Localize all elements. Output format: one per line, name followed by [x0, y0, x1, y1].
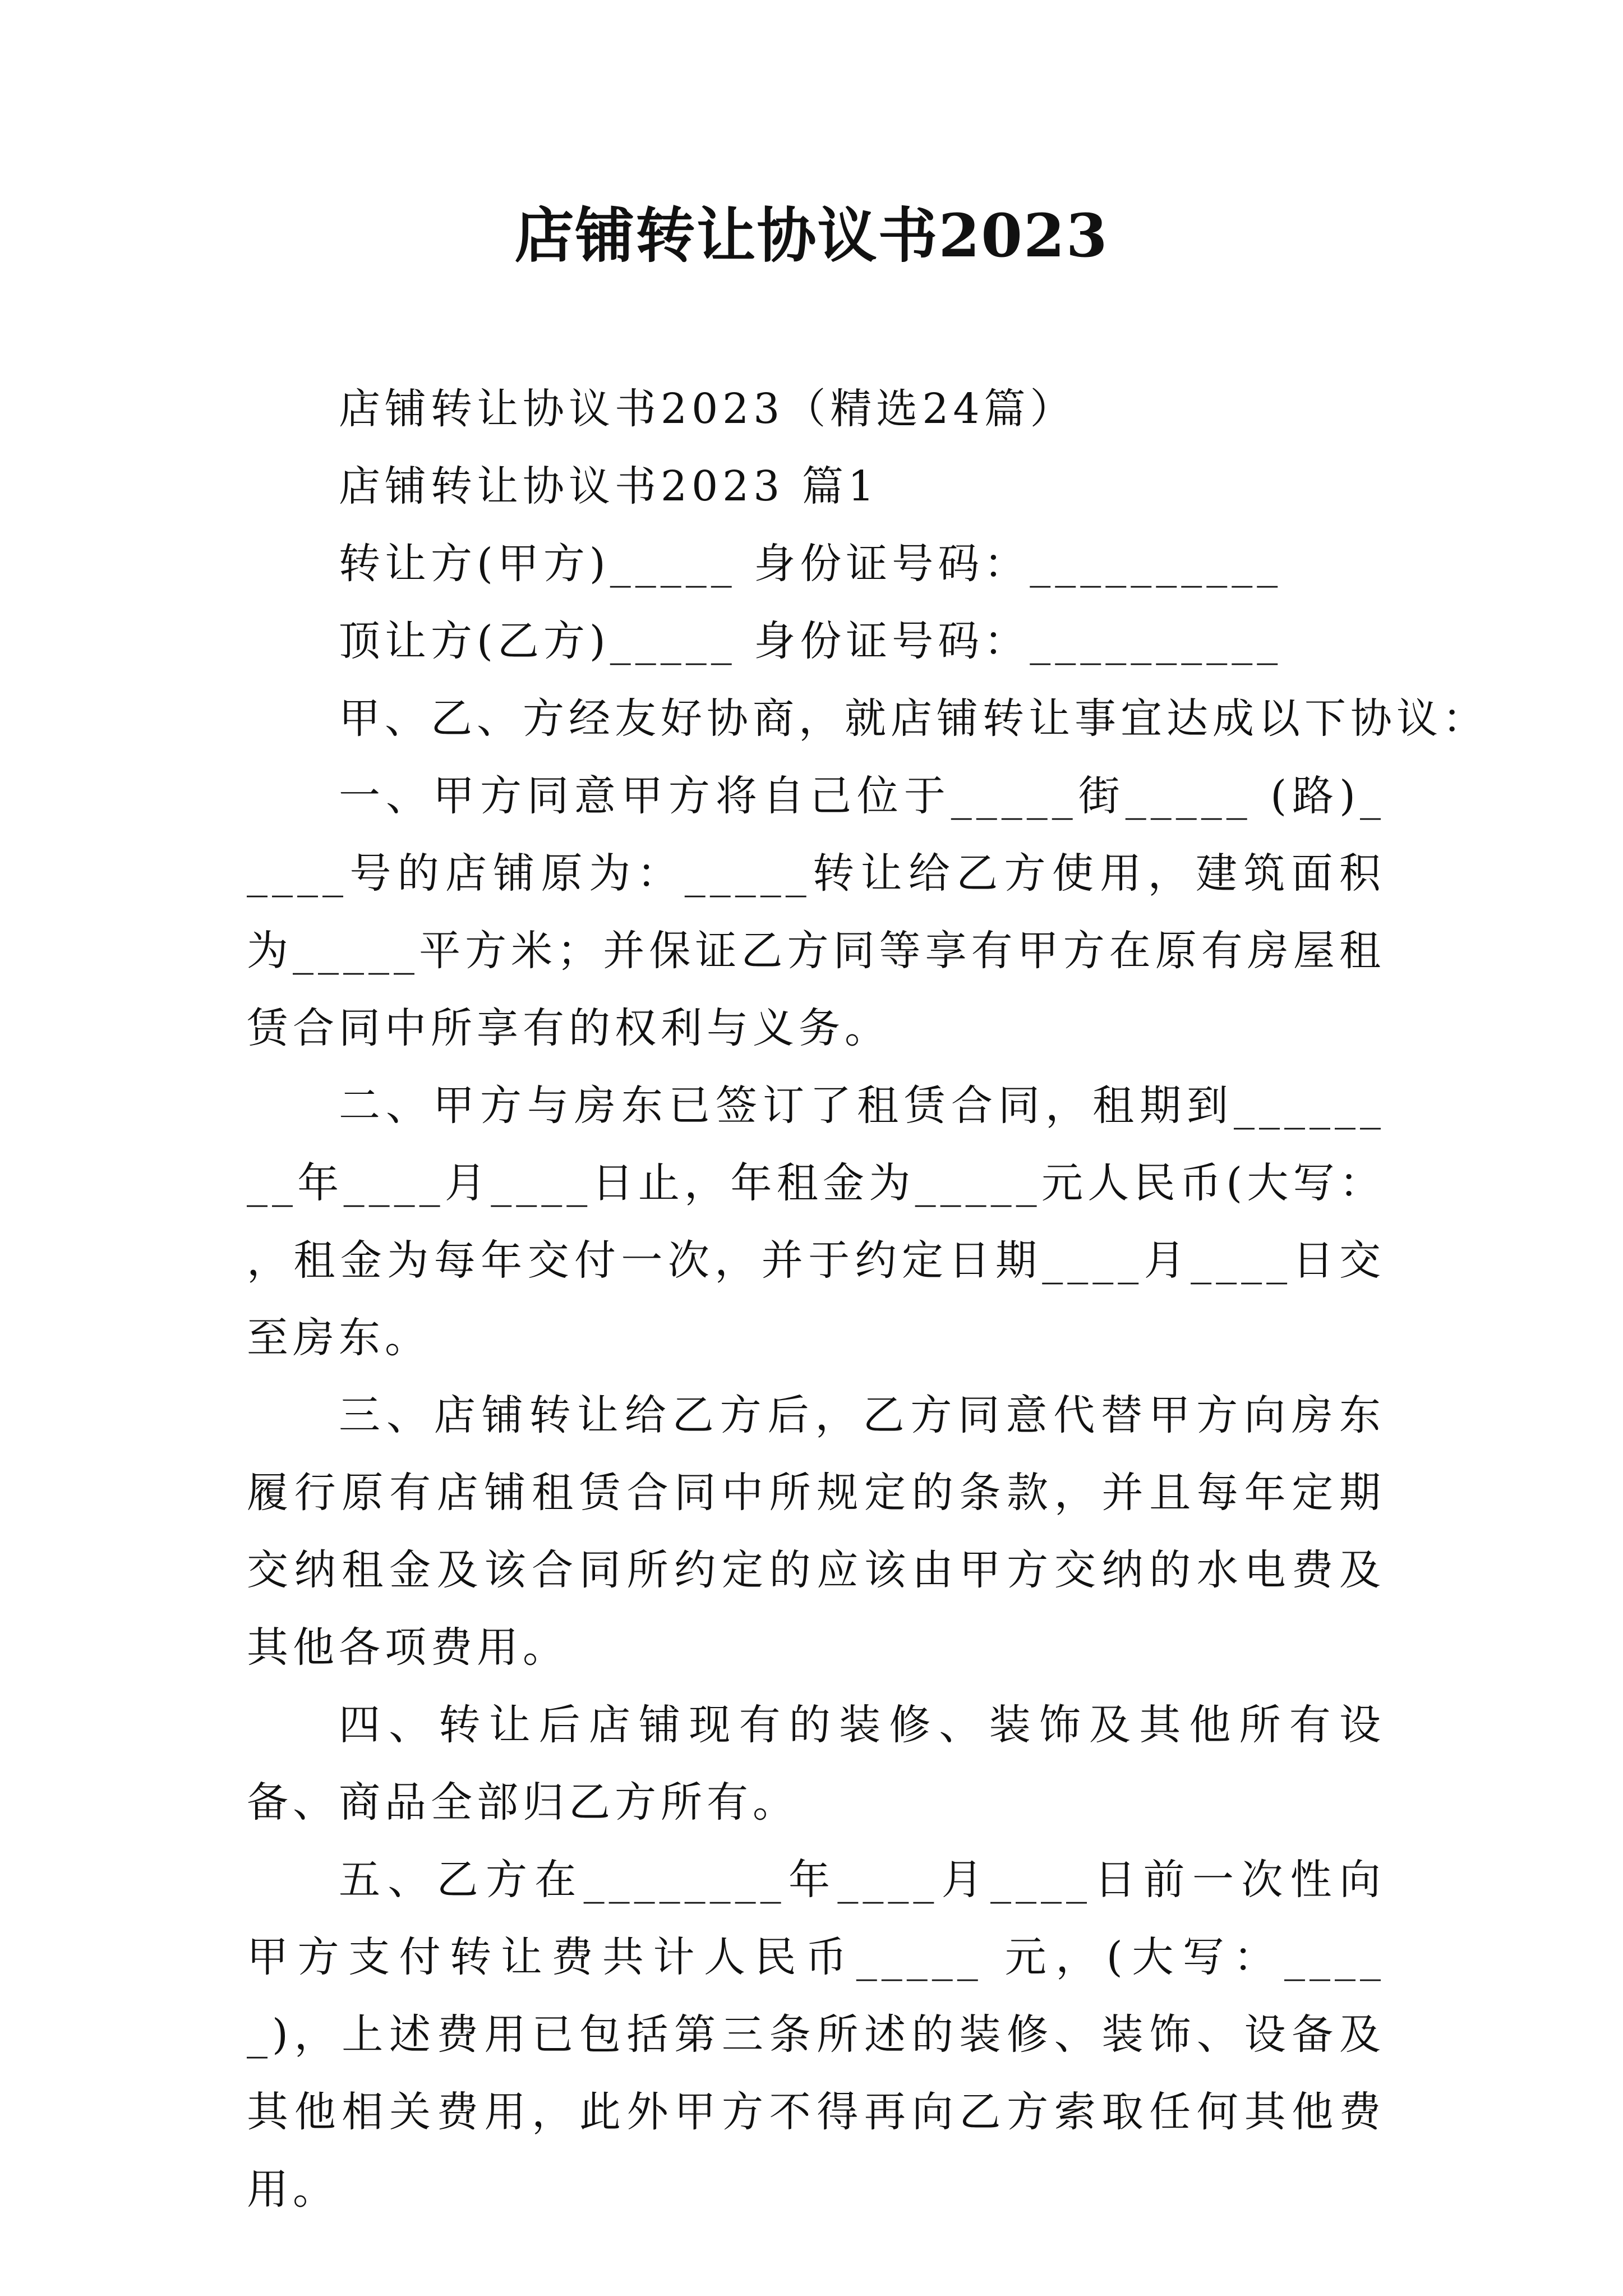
paragraph-section-heading: 店铺转让协议书2023 篇1 [339, 462, 879, 510]
paragraph-clause-2: 二、甲方与房东已签订了租赁合同，租期到________年____月____日止，年租金为_____元人民币(大写： ，租金为每年交付一次，并于约定日期____月____日交至房东。 [247, 1082, 1385, 1362]
paragraph-transferee-line: 顶让方(乙方)_____ 身份证号码：__________ [339, 617, 1283, 665]
document-body [247, 370, 1488, 2228]
document-title: 店铺转让协议书2023 [514, 200, 1109, 270]
paragraph-clause-4: 四、转让后店铺现有的装修、装饰及其他所有设备、商品全部归乙方所有。 [247, 1701, 1385, 1826]
paragraph-agreement-intro: 甲、乙、方经友好协商，就店铺转让事宜达成以下协议： [339, 694, 1488, 743]
paragraph-clause-5: 五、乙方在________年____月____日前一次性向甲方支付转让费共计人民币_____ 元，(大写：_____)，上述费用已包括第三条所述的装修、装饰、设备及其他相关费用，此外甲方不得再向乙方索取任何其他费用。 [247, 1856, 1385, 2214]
paragraph-clause-3: 三、店铺转让给乙方后，乙方同意代替甲方向房东履行原有店铺租赁合同中所规定的条款，并且每年定期交纳租金及该合同所约定的应该由甲方交纳的水电费及其他各项费用。 [247, 1391, 1385, 1672]
paragraph-transferor-line: 转让方(甲方)_____ 身份证号码：__________ [339, 540, 1283, 588]
paragraph-collection-title: 店铺转让协议书2023（精选24篇） [339, 385, 1076, 433]
paragraph-clause-1: 一、甲方同意甲方将自己位于_____街_____ (路)_____号的店铺原为：_____转让给乙方使用，建筑面积为_____平方米；并保证乙方同等享有甲方在原有房屋租赁合同中所享有的权利与义务。 [247, 772, 1385, 1052]
